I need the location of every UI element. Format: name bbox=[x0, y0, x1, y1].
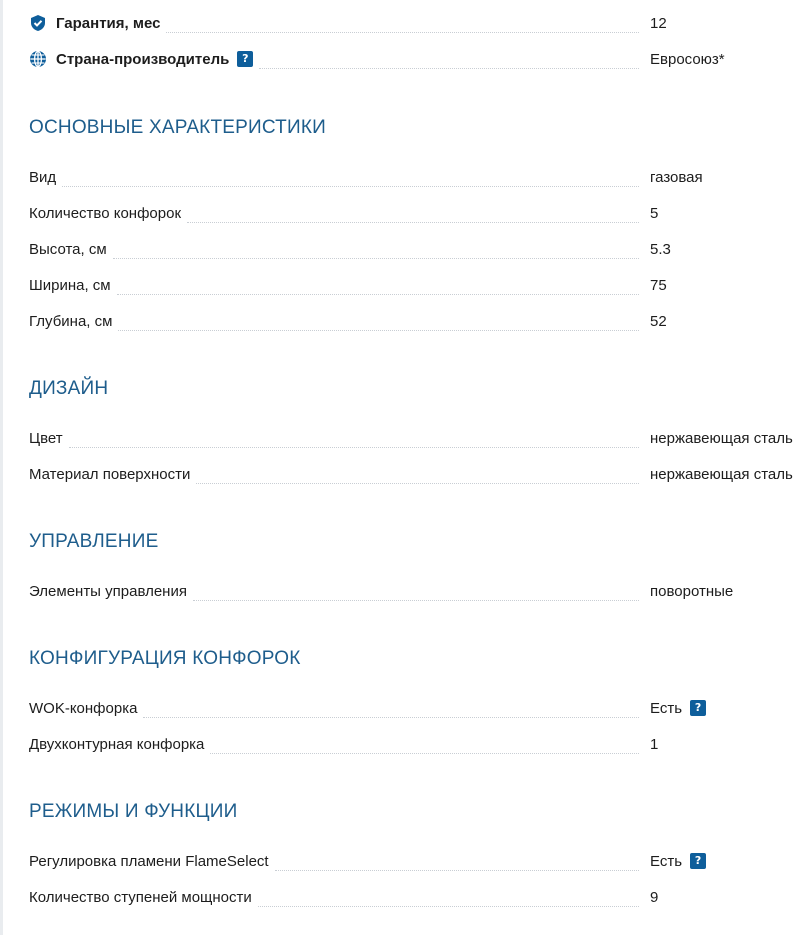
spec-row bbox=[29, 231, 805, 267]
spec-row bbox=[29, 573, 805, 609]
left-border bbox=[0, 0, 3, 935]
spec-label: Гарантия, мес bbox=[56, 15, 166, 32]
spec-label: Количество конфорок bbox=[29, 205, 187, 222]
dotted-leader bbox=[69, 433, 639, 448]
spec-row bbox=[29, 420, 805, 456]
spec-label: Элементы управления bbox=[29, 583, 193, 600]
spec-row-country bbox=[29, 41, 805, 77]
spec-value: 5 bbox=[650, 204, 659, 222]
spec-row bbox=[29, 726, 805, 762]
spec-value: 1 bbox=[650, 735, 659, 753]
spec-value: Есть bbox=[650, 852, 683, 870]
section-title-design: ДИЗАЙН bbox=[29, 378, 109, 399]
spec-label: Материал поверхности bbox=[29, 466, 196, 483]
spec-row bbox=[29, 879, 805, 915]
section-control bbox=[29, 573, 805, 609]
help-icon[interactable]: ? bbox=[690, 853, 706, 869]
spec-value: Евросоюз* bbox=[650, 50, 725, 68]
spec-value: нержавеющая сталь bbox=[650, 465, 793, 483]
dotted-leader bbox=[118, 316, 639, 331]
spec-value: 9 bbox=[650, 888, 659, 906]
spec-label: Вид bbox=[29, 169, 62, 186]
spec-value: Есть bbox=[650, 699, 683, 717]
dotted-leader bbox=[166, 18, 639, 33]
spec-label: Цвет bbox=[29, 430, 69, 447]
top-specs bbox=[29, 5, 805, 77]
spec-value: 75 bbox=[650, 276, 667, 294]
section-burners bbox=[29, 690, 805, 762]
spec-value: поворотные bbox=[650, 582, 734, 600]
spec-value: 12 bbox=[650, 14, 667, 32]
dotted-leader bbox=[193, 586, 639, 601]
spec-label: Регулировка пламени FlameSelect bbox=[29, 853, 275, 870]
dotted-leader bbox=[143, 703, 639, 718]
dotted-leader bbox=[259, 54, 639, 69]
dotted-leader bbox=[113, 244, 639, 259]
dotted-leader bbox=[275, 856, 639, 871]
spec-row-warranty bbox=[29, 5, 805, 41]
dotted-leader bbox=[210, 739, 639, 754]
help-icon[interactable]: ? bbox=[237, 51, 253, 67]
section-title-main: ОСНОВНЫЕ ХАРАКТЕРИСТИКИ bbox=[29, 117, 326, 138]
globe-icon bbox=[29, 50, 47, 68]
dotted-leader bbox=[62, 172, 639, 187]
section-title-control: УПРАВЛЕНИЕ bbox=[29, 531, 159, 552]
spec-row bbox=[29, 456, 805, 492]
spec-row bbox=[29, 690, 805, 726]
spec-label: Двухконтурная конфорка bbox=[29, 736, 210, 753]
section-design bbox=[29, 420, 805, 492]
spec-label: Ширина, см bbox=[29, 277, 117, 294]
section-title-modes: РЕЖИМЫ И ФУНКЦИИ bbox=[29, 801, 238, 822]
spec-value: 52 bbox=[650, 312, 667, 330]
spec-label: Глубина, см bbox=[29, 313, 118, 330]
spec-row bbox=[29, 303, 805, 339]
section-modes bbox=[29, 843, 805, 915]
dotted-leader bbox=[196, 469, 639, 484]
spec-value: газовая bbox=[650, 168, 703, 186]
spec-row bbox=[29, 843, 805, 879]
spec-row bbox=[29, 267, 805, 303]
spec-label: Страна-производитель bbox=[56, 51, 235, 68]
dotted-leader bbox=[258, 892, 639, 907]
spec-row bbox=[29, 195, 805, 231]
help-icon[interactable]: ? bbox=[690, 700, 706, 716]
dotted-leader bbox=[187, 208, 639, 223]
spec-row bbox=[29, 159, 805, 195]
section-title-burners: КОНФИГУРАЦИЯ КОНФОРОК bbox=[29, 648, 301, 669]
spec-value: 5.3 bbox=[650, 240, 671, 258]
spec-value: нержавеющая сталь bbox=[650, 429, 793, 447]
section-main bbox=[29, 159, 805, 339]
spec-label: Высота, см bbox=[29, 241, 113, 258]
spec-label: WOK-конфорка bbox=[29, 700, 143, 717]
shield-check-icon bbox=[29, 14, 47, 32]
spec-label: Количество ступеней мощности bbox=[29, 889, 258, 906]
dotted-leader bbox=[117, 280, 639, 295]
